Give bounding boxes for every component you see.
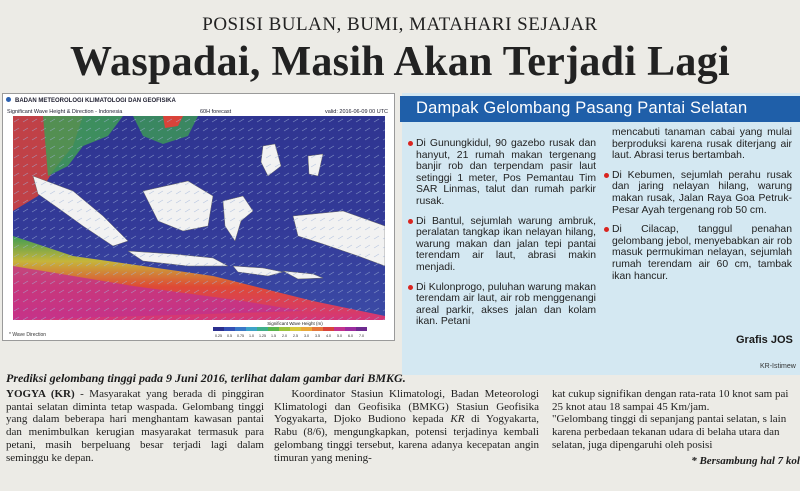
- map-subtitle: Significant Wave Height & Direction - Indonesia: [7, 109, 123, 115]
- scale-swatch: [235, 327, 246, 331]
- sidebar-title: Dampak Gelombang Pasang Pantai Selatan: [400, 96, 800, 122]
- bullet-icon: [408, 285, 413, 290]
- impact-item: Di Kulonprogo, puluhan warung makan terendam air laut, air rob menggenangi areal parkir, akses jalan dan kolam ikan. Petani: [408, 282, 596, 328]
- impact-item-continued: mencabuti tanaman cabai yang mulai berproduksi karena rusak diterjang air laut. Abrasi terus bertambah.: [612, 127, 792, 162]
- map-footer: * Wave Direction: [9, 332, 47, 338]
- article-col-1: YOGYA (KR) - Masyarakat yang berada di pinggiran pantai selatan diminta tetap waspada. Gelombang tinggi yang dalam beberapa hari menghantam kawasan pantai dan menimbulkan kerugian masyarakat termasuk para petani, masih berpeluang besar terjadi lagi dalam seminggu ke depan.: [6, 388, 264, 464]
- kicker: POSISI BULAN, BUMI, MATAHARI SEJAJAR: [202, 14, 598, 35]
- scale-tick-label: 1.25: [259, 334, 266, 338]
- wave-height-map: [13, 116, 385, 320]
- scale-swatch: [345, 327, 356, 331]
- scale-swatch: [268, 327, 279, 331]
- scale-tick-label: 0.5: [227, 334, 232, 338]
- scale-tick-label: 3.0: [304, 334, 309, 338]
- scale-tick-label: 0.25: [215, 334, 222, 338]
- impact-item: Di Bantul, sejumlah warung ambruk, peralatan tangkap ikan nelayan hilang, warung makan dan jalan tepi pantai terendam air laut, abrasi makin menjadi.: [408, 216, 596, 274]
- wave-height-scale: [203, 320, 388, 340]
- scale-swatch: [257, 327, 268, 331]
- article-col-2: Koordinator Stasiun Klimatologi, Badan Meteorologi Klimatologi dan Geofisika (BMKG) Stasiun Geofisika Yogyakarta, Djoko Budiono kepada KR di Yogyakarta, Rabu (8/6), mengungkapkan, potensi terjadinya kembali gelombang tinggi tersebut, karena adanya kecepatan angin timuran yang mening-: [274, 388, 540, 464]
- scale-swatch: [301, 327, 312, 331]
- scale-swatch: [224, 327, 235, 331]
- impact-item: Di Gunungkidul, 90 gazebo rusak dan hanyut, 21 rumah makan tergenang banjir rob dan terpendam pasir laut setinggi 1 meter, Pos Pemantau Tim SAR Linmas, talut dan rumah parkir rusak.: [408, 138, 596, 208]
- scale-tick-label: 2.5: [293, 334, 298, 338]
- scale-title: Significant Wave Height (m): [267, 321, 323, 326]
- map-forecast: 60H forecast: [200, 109, 232, 115]
- bullet-icon: [408, 219, 413, 224]
- impact-item: Di Cilacap, tanggul penahan gelombang jebol, menyebabkan air rob masuk permukiman nelayan, sejumlah rumah terendam air 60 cm, tambak ikan hancur.: [604, 224, 792, 282]
- scale-swatch: [312, 327, 323, 331]
- map-agency: BADAN METEOROLOGI KLIMATOLOGI DAN GEOFISIKA: [15, 98, 176, 104]
- scale-tick-label: 5.0: [337, 334, 342, 338]
- headline: Waspadai, Masih Akan Terjadi Lagi: [70, 39, 730, 85]
- scale-swatch: [213, 327, 224, 331]
- map-valid: valid: 2016-06-09 00 UTC: [325, 109, 388, 115]
- bullet-icon: [408, 141, 413, 146]
- scale-tick-label: 0.75: [237, 334, 244, 338]
- scale-tick-label: 4.0: [326, 334, 331, 338]
- article-col-3: kat cukup signifikan dengan rata-rata 10 knot sam pai 25 knot atau 18 sampai 45 Km/jam. "Gelombang tinggi di sepanjang pantai selatan, s lain karena perbedaan tekanan udara di belaha utara dan selatan, juga dipengaruhi oleh posisi * Bersambung hal 7 kol: [552, 388, 800, 467]
- scale-tick-label: 2.0: [282, 334, 287, 338]
- scale-swatch: [356, 327, 367, 331]
- scale-swatch: [323, 327, 334, 331]
- scale-tick-label: 1.5: [271, 334, 276, 338]
- scale-swatch: [334, 327, 345, 331]
- dateline: YOGYA (KR): [6, 388, 75, 400]
- photo-credit: KR-Istimew: [760, 363, 796, 370]
- bullet-icon: [604, 227, 609, 232]
- scale-tick-label: 3.5: [315, 334, 320, 338]
- scale-tick-label: 7.0: [359, 334, 364, 338]
- scale-swatch: [279, 327, 290, 331]
- graphic-credit: Grafis JOS: [736, 334, 793, 346]
- scale-swatch: [290, 327, 301, 331]
- scale-tick-label: 6.0: [348, 334, 353, 338]
- wave-forecast-map: [2, 93, 395, 341]
- bullet-icon: [604, 173, 609, 178]
- sidebar-col-1: [408, 138, 596, 336]
- photo-caption: Prediksi gelombang tinggi pada 9 Juni 2016, terlihat dalam gambar dari BMKG.: [6, 371, 406, 385]
- continued-note: * Bersambung hal 7 kol: [691, 454, 800, 467]
- impact-item: Di Kebumen, sejumlah perahu rusak dan jaring nelayan hilang, warung makan rusak, Jalan Raya Goa Petruk-Pesar Ayah tergenang rob 50 cm.: [604, 170, 792, 216]
- sidebar-col-2: [604, 127, 792, 290]
- scale-tick-label: 1.0: [249, 334, 254, 338]
- scale-swatch: [246, 327, 257, 331]
